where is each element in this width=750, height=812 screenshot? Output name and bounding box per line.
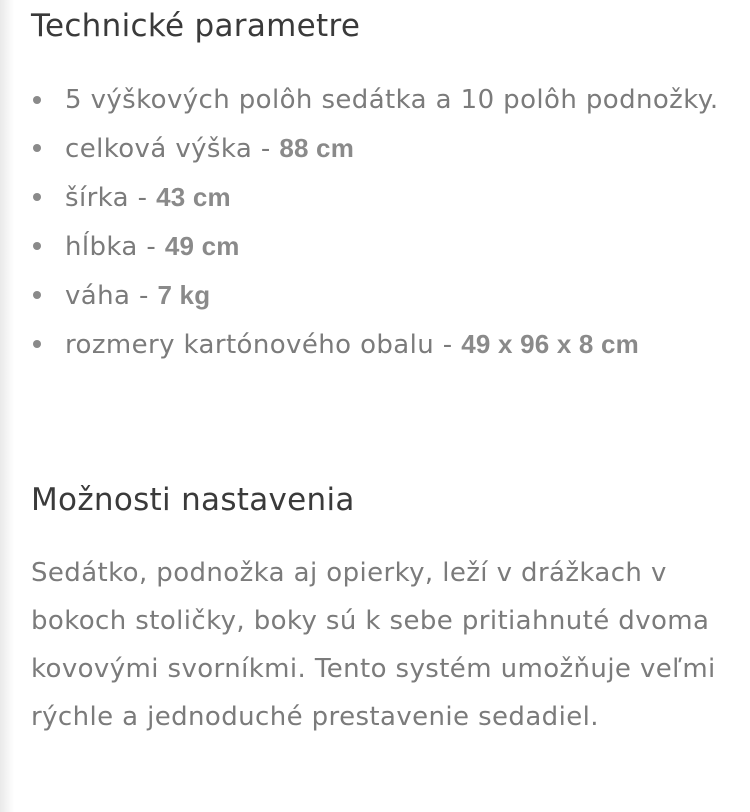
list-item: [31, 222, 731, 271]
left-edge-shadow: [0, 0, 14, 812]
bullet-icon: [33, 193, 41, 201]
item-text: rozmery kartónového obalu: [65, 330, 435, 360]
settings-description: Sedátko, podnožka aj opierky, leží v drážkach v bokoch stoličky, boky sú k sebe pritiahnuté dvoma kovovými svorníkmi. Tento systém umožňuje veľmi rýchle a jednoduché prestavenie sedadiel.: [31, 558, 716, 732]
item-text: šírka: [65, 183, 129, 213]
item-separator: -: [130, 281, 158, 311]
bullet-icon: [33, 96, 41, 104]
bullet-icon: [33, 340, 41, 348]
list-item: [31, 320, 731, 369]
bullet-icon: [33, 242, 41, 250]
item-text: váha: [65, 281, 131, 311]
technical-parameters-list: [31, 76, 731, 369]
item-text: hĺbka: [65, 232, 138, 262]
item-separator: -: [129, 183, 157, 213]
item-separator: -: [137, 232, 165, 262]
item-separator: -: [252, 134, 280, 164]
item-value: 7 kg: [157, 280, 211, 310]
list-item: [31, 76, 731, 124]
item-value: 88 cm: [279, 133, 355, 163]
item-value: 49 cm: [164, 231, 240, 261]
item-text: celková výška: [65, 134, 253, 164]
list-item: [31, 173, 731, 222]
item-value: 49 x 96 x 8 cm: [461, 329, 639, 359]
item-separator: -: [434, 330, 462, 360]
list-item: [31, 271, 731, 320]
list-item: [31, 124, 731, 173]
bullet-icon: [33, 144, 41, 152]
bullet-icon: [33, 291, 41, 299]
technical-parameters-heading: Technické parametre: [31, 8, 361, 44]
item-value: 43 cm: [156, 182, 231, 212]
item-text: 5 výškových polôh sedátka a 10 polôh podnožky.: [65, 85, 719, 115]
settings-options-heading: Možnosti nastavenia: [31, 482, 355, 518]
